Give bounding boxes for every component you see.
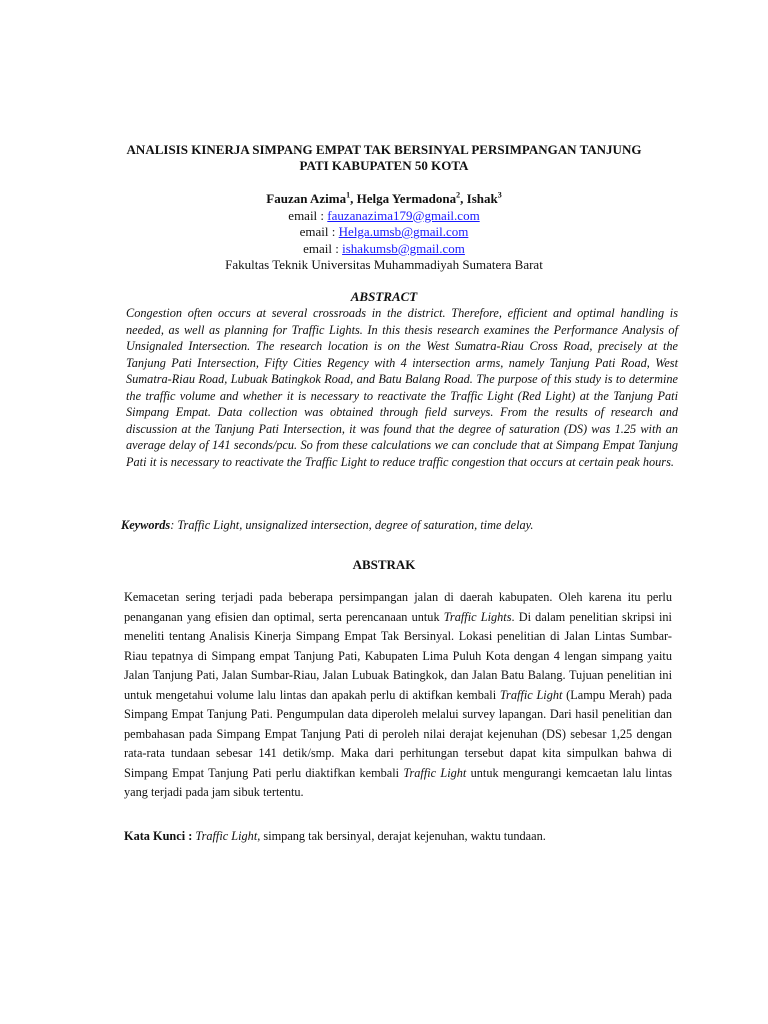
abstrak-text-2: . Di dalam penelitian skripsi ini meneliti tentang Analisis Kinerja Simpang Empat Tak Bersinyal. Lokasi penelitian di Jalan Lintas Sumbar-Riau tepatnya di Simpang empat Tanjung Pati, Kabupaten Lima Puluh Kota dengan 4 lengan simpang yaitu Jalan Tanjung Pati, Jalan Sumbar-Riau, Jalan Lubuak Batingkok, dan Jalan Batu Balang. Tujuan penelitian ini untuk mengetahui volume lalu lintas dan apakah perlu di aktifkan kembali (124, 609, 672, 702)
email-link-3[interactable]: ishakumsb@gmail.com (342, 240, 465, 256)
keywords-text: : Traffic Light, unsignalized intersection, degree of saturation, time delay. (170, 518, 534, 532)
kata-kunci-line (124, 828, 684, 844)
email-prefix: email : (299, 224, 339, 239)
author-block (100, 191, 668, 274)
author-sup-2: 2 (456, 190, 461, 200)
author-names: Fauzan Azima$^1$, Helga Yermadona$^2$, Ishak$^3$ (266, 190, 502, 206)
abstrak-italic-2: Traffic Light (499, 687, 563, 702)
abstrak-text-1: Kemacetan sering terjadi pada beberapa persimpangan jalan di daerah kabupaten. Oleh karena itu perlu penanganan yang efisien dan optimal, serta perencanaan untuk (124, 590, 672, 624)
abstract-body: Congestion often occurs at several crossroads in the district. Therefore, efficient and optimal handling is needed, as well as planning for Traffic Lights. In this thesis research examines the Performance Analysis of Unsignaled Intersection. The research location is on the West Sumatra-Riau Cross Road, precisely at the Tanjung Pati Intersection, Fifty Cities Regency with 4 intersection arms, namely Tanjung Pati Road, West Sumatra-Riau Road, Lubuak Batingkok Road, and Batu Balang Road. The purpose of this study is to determine the traffic volume and whether it is necessary to reactivate the Traffic Light (Red Light) at the Tanjung Pati Simpang Empat. Data collection was obtained through field surveys. From the results of research and discussion at the Tanjung Pati Intersection, it was found that the degree of saturation (DS) was 1.25 with an average delay of 141 seconds/pcu. So from these calculations we can conclude that at Simpang Empat Tanjung Pati it is necessary to reactivate the Traffic Light to reduce traffic congestion that occurs at certain peak hours. (126, 306, 678, 469)
email-link-2[interactable]: Helga.umsb@gmail.com (338, 224, 469, 239)
author-name-3: Ishak (466, 191, 498, 206)
author-name-2: Helga Yermadona (356, 191, 457, 206)
abstrak-heading: ABSTRAK (352, 557, 416, 572)
email-prefix: email : (303, 240, 343, 256)
email-line-3 (100, 241, 668, 258)
title-line-1: ANALISIS KINERJA SIMPANG EMPAT TAK BERSINYAL PERSIMPANGAN TANJUNG (126, 142, 642, 157)
email-link-1[interactable]: fauzanazima179@gmail.com (327, 207, 480, 223)
keywords-line (121, 517, 681, 533)
author-sup-3: 3 (497, 190, 502, 200)
kata-kunci-label: Kata Kunci : (124, 829, 193, 843)
abstrak-body (124, 588, 672, 803)
kata-kunci-italic: Traffic Light (195, 829, 258, 843)
author-sup-1: 1 (346, 190, 351, 200)
affiliation: Fakultas Teknik Universitas Muhammadiyah Sumatera Barat (225, 257, 543, 272)
paper-title (100, 142, 668, 174)
keywords-label: Keywords (121, 518, 171, 532)
abstrak-italic-3: Traffic Light (403, 765, 467, 780)
email-prefix: email : (288, 207, 328, 223)
author-name-1: Fauzan Azima (266, 191, 347, 206)
abstrak-italic-1: Traffic Lights (443, 609, 512, 624)
email-line-1 (100, 208, 668, 225)
email-line-2 (100, 224, 668, 241)
title-line-2: PATI KABUPATEN 50 KOTA (299, 158, 469, 173)
abstrak-text-3: (Lampu Merah) pada Simpang Empat Tanjung Pati. Pengumpulan data diperoleh melalui survey lapangan. Dari hasil penelitian dan pembahasan pada Simpang Empat Tanjung Pati di peroleh nilai derajat kejenuhan (DS) sebesar 1,25 dengan rata-rata tundaan sebesar 141 detik/smp. Maka dari perhitungan tersebut dapat kita simpulkan bahwa di Simpang Empat Tanjung Pati perlu diaktifkan kembali (124, 687, 672, 780)
kata-kunci-rest: , simpang tak bersinyal, derajat kejenuhan, waktu tundaan. (257, 829, 546, 843)
abstract-heading: ABSTRACT (350, 289, 418, 304)
abstrak-text-4: untuk mengurangi kemcaetan lalu lintas yang terjadi pada jam sibuk tertentu. (124, 765, 672, 799)
